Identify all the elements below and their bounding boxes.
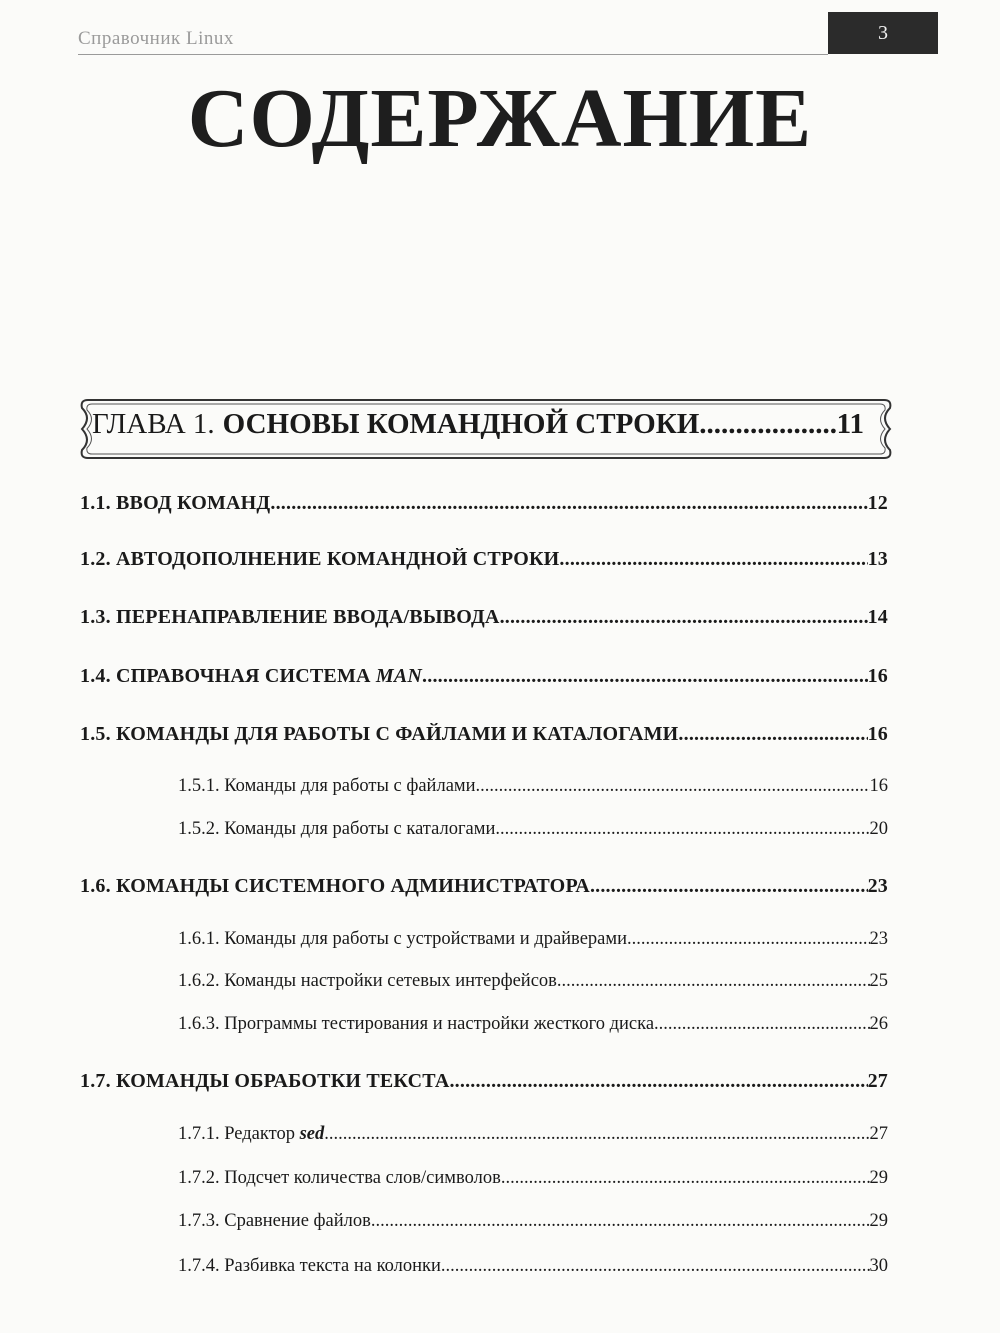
toc-subsection-page: 23 [869,929,888,949]
leader-dots [557,971,870,992]
toc-subsection-title: 1.7.3. Сравнение файлов [178,1211,371,1231]
toc-subsection-title: 1.6.2. Команды настройки сетевых интерфейсов [178,971,557,991]
toc-section-page: 13 [867,548,888,570]
toc-subsection-title: 1.7.1. Редактор [178,1124,300,1144]
toc-section-title-italic: MAN [375,665,423,687]
page-number-box [828,12,938,54]
toc-section[interactable] [80,548,888,571]
toc-subsection[interactable] [178,1256,888,1277]
toc-subsection-page: 29 [869,1211,888,1231]
toc-subsection[interactable] [178,1168,888,1189]
leader-dots [270,492,867,515]
leader-dots [422,665,868,688]
toc-subsection[interactable] [178,929,888,950]
toc-section[interactable] [80,606,888,629]
toc-section-title: 1.2. АВТОДОПОЛНЕНИЕ КОМАНДНОЙ СТРОКИ [80,548,560,570]
leader-dots [449,1070,867,1093]
toc-subsection-title: 1.6.1. Команды для работы с устройствами и драйверами [178,929,627,949]
toc-subsection-page: 29 [869,1168,888,1188]
toc-subsection-title: 1.5.1. Команды для работы с файлами [178,776,476,796]
toc-section-page: 16 [867,723,888,745]
leader-dots [590,875,868,898]
toc-section-page: 27 [867,1070,888,1092]
toc-subsection-page: 16 [869,776,888,796]
running-header-title: Справочник Linux [78,28,234,49]
toc-subsection-page: 27 [869,1124,888,1144]
leader-dots [678,723,867,746]
toc-section[interactable] [80,875,888,898]
toc-subsection[interactable] [178,1124,888,1145]
chapter-page: 11 [836,408,864,440]
leader-dots [324,1124,869,1145]
toc-subsection[interactable] [178,971,888,992]
toc-subsection-title: 1.6.3. Программы тестирования и настройки жесткого диска [178,1014,655,1034]
header-rule [78,54,828,55]
toc-subsection-page: 26 [869,1014,888,1034]
running-header [78,26,828,54]
toc-section-page: 14 [867,606,888,628]
toc-section-page: 23 [867,875,888,897]
chapter-label: ГЛАВА 1. [92,408,215,440]
toc-section-title: 1.3. ПЕРЕНАПРАВЛЕНИЕ ВВОДА/ВЫВОДА [80,606,500,628]
toc-subsection[interactable] [178,1211,888,1232]
leader-dots [501,1168,870,1189]
toc-subsection[interactable] [178,1014,888,1035]
toc-section[interactable] [80,665,888,688]
toc-section-title: 1.1. ВВОД КОМАНД [80,492,271,514]
leader-dots [699,408,836,441]
chapter-title: ОСНОВЫ КОМАНДНОЙ СТРОКИ [222,408,700,440]
chapter-entry[interactable] [92,408,864,446]
toc-subsection[interactable] [178,819,888,840]
toc-subsection-page: 25 [869,971,888,991]
toc-subsection-title-italic: sed [299,1124,325,1144]
chapter-banner [74,394,898,464]
page-title: СОДЕРЖАНИЕ [187,72,813,165]
toc-section-title: 1.6. КОМАНДЫ СИСТЕМНОГО АДМИНИСТРАТОРА [80,875,590,897]
toc-section-title: 1.7. КОМАНДЫ ОБРАБОТКИ ТЕКСТА [80,1070,450,1092]
leader-dots [654,1014,869,1035]
leader-dots [441,1256,870,1277]
toc-subsection-title: 1.5.2. Команды для работы с каталогами [178,819,496,839]
toc-section[interactable] [80,1070,888,1093]
toc-subsection[interactable] [178,776,888,797]
leader-dots [627,929,870,950]
toc-section-title: 1.4. СПРАВОЧНАЯ СИСТЕМА [80,665,376,687]
toc-section-page: 12 [867,492,888,514]
toc-subsection-page: 30 [869,1256,888,1276]
toc-subsection-title: 1.7.2. Подсчет количества слов/символов [178,1168,501,1188]
page-number: 3 [878,21,888,44]
leader-dots [495,819,869,840]
leader-dots [476,776,870,797]
leader-dots [371,1211,870,1232]
toc-subsection-title: 1.7.4. Разбивка текста на колонки [178,1256,441,1276]
toc-subsection-page: 20 [869,819,888,839]
toc-section[interactable] [80,492,888,515]
toc-section-page: 16 [867,665,888,687]
leader-dots [500,606,868,629]
leader-dots [559,548,867,571]
toc-section-title: 1.5. КОМАНДЫ ДЛЯ РАБОТЫ С ФАЙЛАМИ И КАТАЛОГАМИ [80,723,679,745]
toc-section[interactable] [80,723,888,746]
